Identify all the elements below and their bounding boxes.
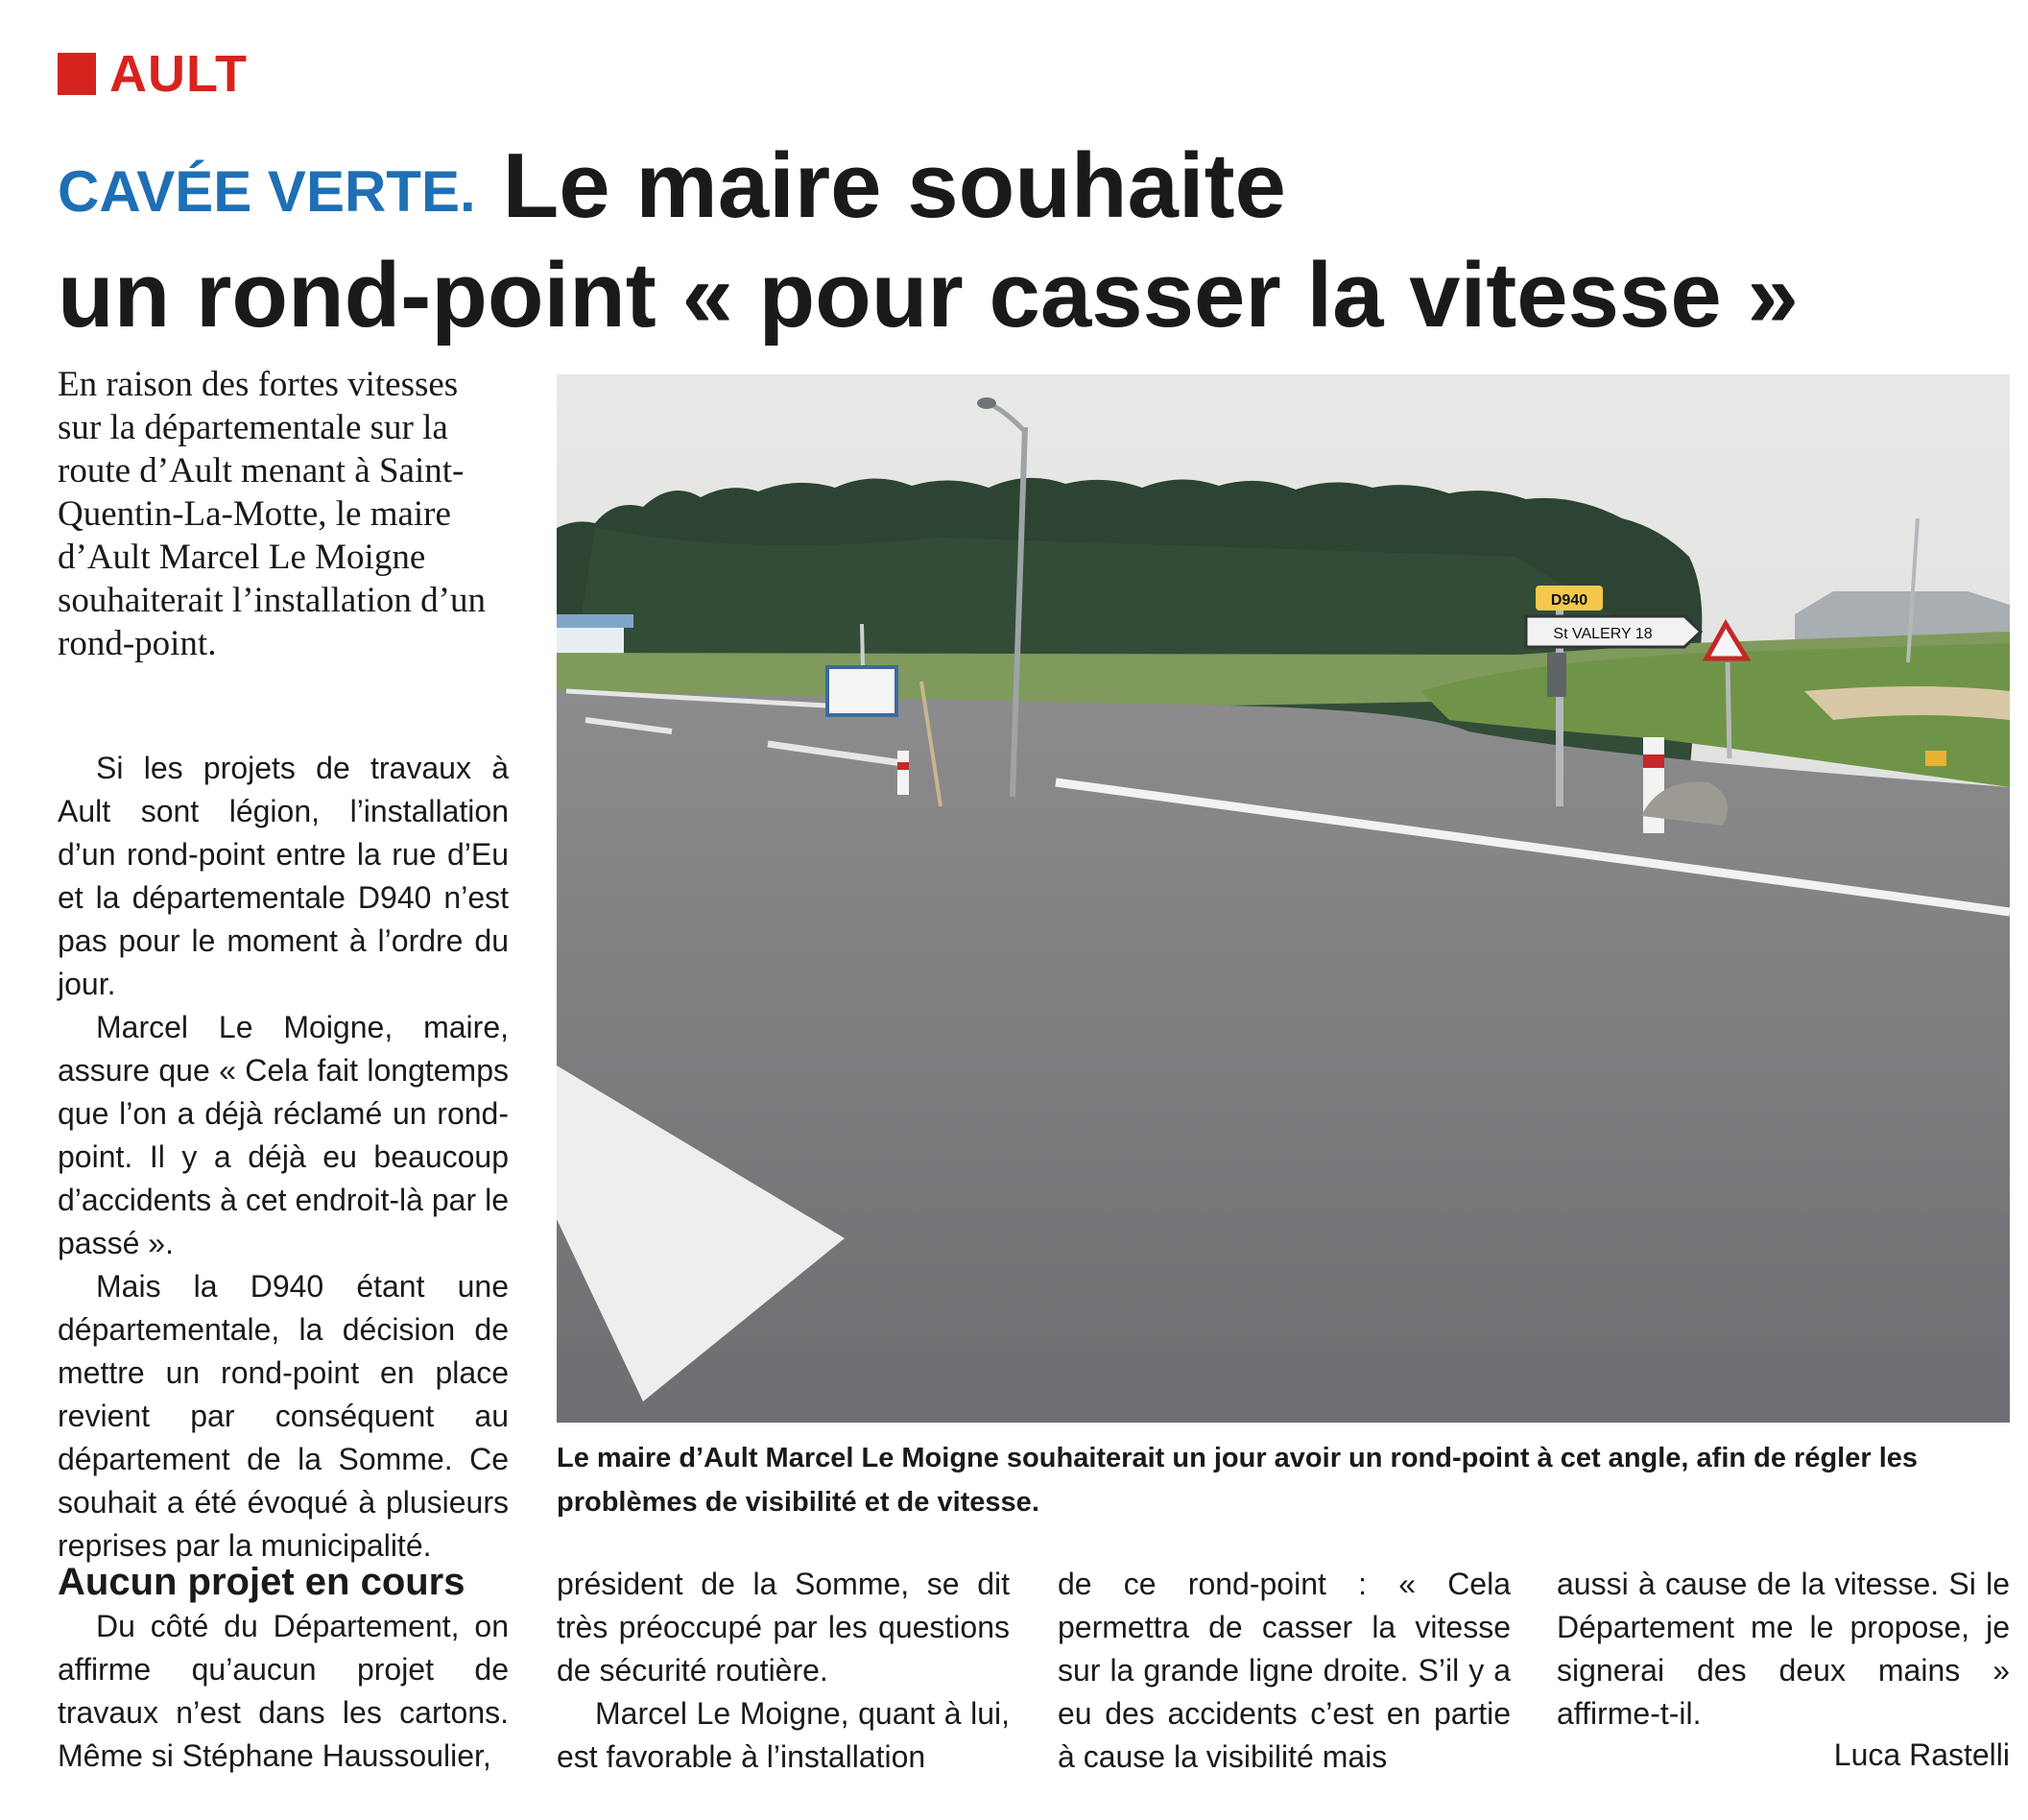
small-yellow-sign (1925, 751, 1946, 766)
headline-line-2: un rond-point « pour casser la vitesse » (58, 244, 1799, 347)
body-paragraph-quote (1058, 1563, 1511, 1779)
quote-attribution: affirme-t-il. (1557, 1696, 1702, 1731)
body-paragraph-quote (1557, 1563, 2010, 1736)
road-number-text: D940 (1550, 592, 1588, 609)
headline-line-1 (58, 134, 2016, 244)
section-label: AULT (109, 45, 248, 103)
quote-intro: de ce rond-point : (1058, 1567, 1399, 1601)
mayor-quote: « Cela fait longtemps que l’on a déjà réclamé un rond-point. Il y a déjà eu beaucoup d’accidents à cet endroit-là par le passé ». (58, 1053, 510, 1260)
body-paragraph: Mais la D940 étant une départementale, la décision de mettre un rond-point en place revient par conséquent au département de la Somme. Ce souhait a été évoqué à plusieurs reprises par la municipalité. (58, 1269, 509, 1563)
bollard-reflector (897, 762, 909, 770)
body-paragraph: Si les projets de travaux à Ault sont légion, l’installation d’un rond-point entre la rue d’Eu et la départementale D940 n’est pas pour le moment à l’ordre du jour. (58, 751, 509, 1001)
section-tag (58, 45, 248, 103)
signal-box (1547, 653, 1566, 697)
mayor-quote: « Cela permettra de casser la vitesse sur la grande ligne droite. S’il y a eu des accidents c’est en partie à cause la visibilité mais (1058, 1567, 1511, 1774)
warning-sign-post (1728, 662, 1730, 758)
photo-caption: Le maire d’Ault Marcel Le Moigne souhaiterait un jour avoir un rond-point à cet angle, afin de régler les problèmes de visibilité et de vitesse. (557, 1443, 1919, 1518)
article-photo (557, 374, 2010, 1423)
article-column-4 (1557, 1563, 2010, 1736)
bollard-large-reflector (1643, 754, 1664, 768)
article-column-3 (1058, 1563, 1511, 1779)
section-square-icon (58, 53, 96, 95)
body-paragraph: Du côté du Département, on affirme qu’aucun projet de travaux n’est dans les cartons. Même si Stéphane Haussoulier, (58, 1609, 509, 1773)
street-lamp-head (977, 397, 996, 409)
bollard (897, 751, 909, 795)
intro-paragraph: En raison des fortes vitesses sur la départementale sur la route d’Ault menant à Saint-Quentin-La-Motte, le maire d’Ault Marcel Le Moigne souhaiterait l’installation d’un rond-point. (58, 365, 486, 663)
sandy-patch (1804, 686, 2010, 720)
body-paragraph: Marcel Le Moigne, quant à lui, est favorable à l’installation (557, 1696, 1010, 1774)
quote-intro: Marcel Le Moigne, maire, assure que (58, 1010, 509, 1088)
info-sign (827, 667, 896, 715)
headline-kicker: CAVÉE VERTE. (58, 159, 476, 224)
body-paragraph: président de la Somme, se dit très préoccupé par les questions de sécurité routière. (557, 1567, 1010, 1688)
bollard-large (1643, 737, 1664, 833)
article-column-1-continued (58, 1605, 509, 1778)
body-paragraph-quote (58, 1006, 509, 1265)
van-roof (557, 614, 633, 628)
mayor-quote: aussi à cause de la vitesse. Si le Département me le propose, je signerai des deux mains » (1557, 1567, 2010, 1688)
article-column-1 (58, 747, 509, 1568)
road-intersection-photo (557, 374, 2010, 1423)
headline-text-1: Le maire souhaite (502, 134, 1286, 237)
direction-sign-text: St VALERY 18 (1553, 626, 1653, 642)
headline (58, 134, 2016, 347)
article-column-2 (557, 1563, 1010, 1779)
road-surface (557, 691, 2010, 1423)
byline: Luca Rastelli (1833, 1737, 2010, 1772)
subheading: Aucun projet en cours (58, 1561, 465, 1603)
